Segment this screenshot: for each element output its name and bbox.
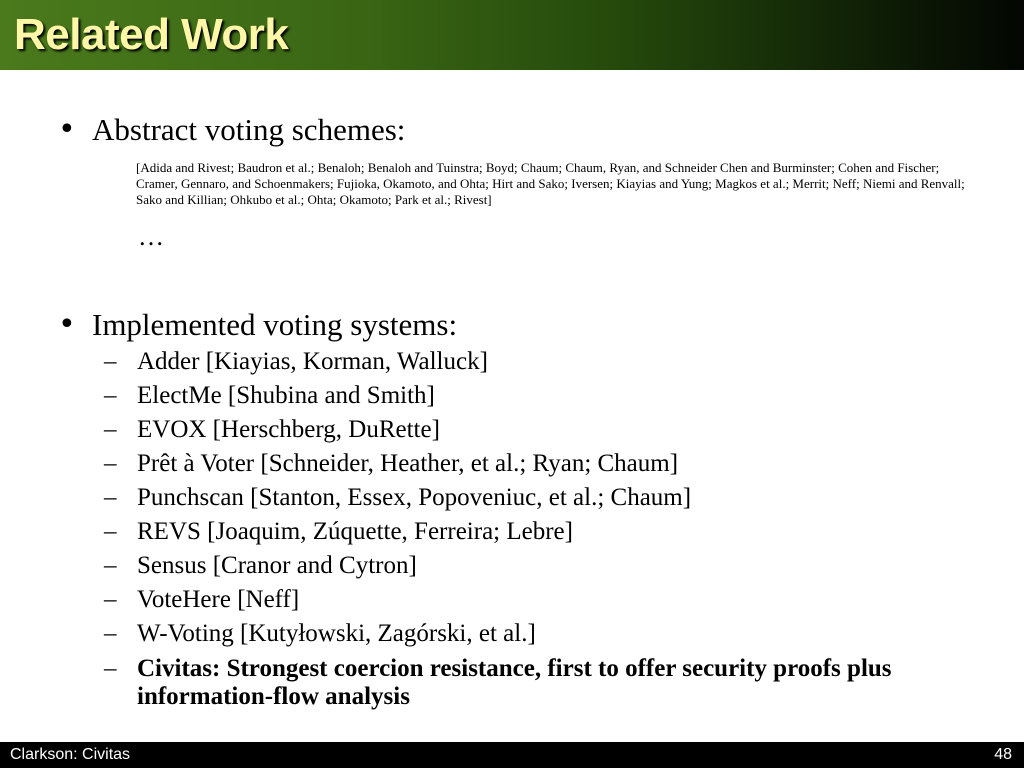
list-item-text: EVOX [Herschberg, DuRette] — [137, 416, 440, 443]
list-item-text: Prêt à Voter [Schneider, Heather, et al.; Ryan; Chaum] — [137, 450, 679, 477]
footer-author-title: Clarkson: Civitas — [10, 746, 131, 763]
citations-list: [Adida and Rivest; Baudron et al.; Benaloh; Benaloh and Tuinstra; Boyd; Chaum; Chaum, Ryan, and Schneider Chen and Burminster; Cohen and Fischer; Cramer, Gennaro, and Schoenmakers; Fujioka, Okamoto, and Ohta; Hirt and Sako; Iversen; Kiayias and Yung; Magkos et al.; Merrit; Neff; Niemi and Renvall; Sako and Killian; Ohkubo et al.; Ohta; Okamoto; Park et al.; Rivest] — [136, 160, 965, 207]
bullet-abstract-voting-schemes: Abstract voting schemes: — [92, 112, 406, 147]
footer-bar — [0, 742, 1024, 768]
list-item-text: ElectMe [Shubina and Smith] — [137, 382, 435, 409]
dash-marker: – — [104, 655, 117, 682]
dash-marker: – — [104, 348, 117, 375]
dash-marker: – — [104, 450, 117, 477]
list-item-text: W-Voting [Kutyłowski, Zagórski, et al.] — [137, 620, 536, 647]
dash-marker: – — [104, 416, 117, 443]
list-item-text: REVS [Joaquim, Zúquette, Ferreira; Lebre] — [137, 518, 573, 545]
bullet-marker: • — [58, 307, 76, 342]
dash-marker: – — [104, 518, 117, 545]
list-item-text: VoteHere [Neff] — [137, 586, 300, 613]
list-item-text: Punchscan [Stanton, Essex, Popoveniuc, et al.; Chaum] — [137, 484, 692, 511]
dash-marker: – — [104, 586, 117, 613]
list-item-text: Civitas: Strongest coercion resistance, first to offer security proofs plus information-flow analysis — [137, 655, 892, 710]
page-number: 48 — [994, 746, 1012, 763]
ellipsis: … — [138, 222, 164, 251]
bullet-marker: • — [58, 112, 76, 147]
dash-marker: – — [104, 484, 117, 511]
dash-marker: – — [104, 382, 117, 409]
slide-title: Related Work — [14, 10, 289, 59]
dash-marker: – — [104, 620, 117, 647]
list-item-text: Sensus [Cranor and Cytron] — [137, 552, 417, 579]
bullet-implemented-voting-systems: Implemented voting systems: — [92, 307, 458, 342]
list-item-text: Adder [Kiayias, Korman, Walluck] — [137, 348, 488, 375]
dash-marker: – — [104, 552, 117, 579]
